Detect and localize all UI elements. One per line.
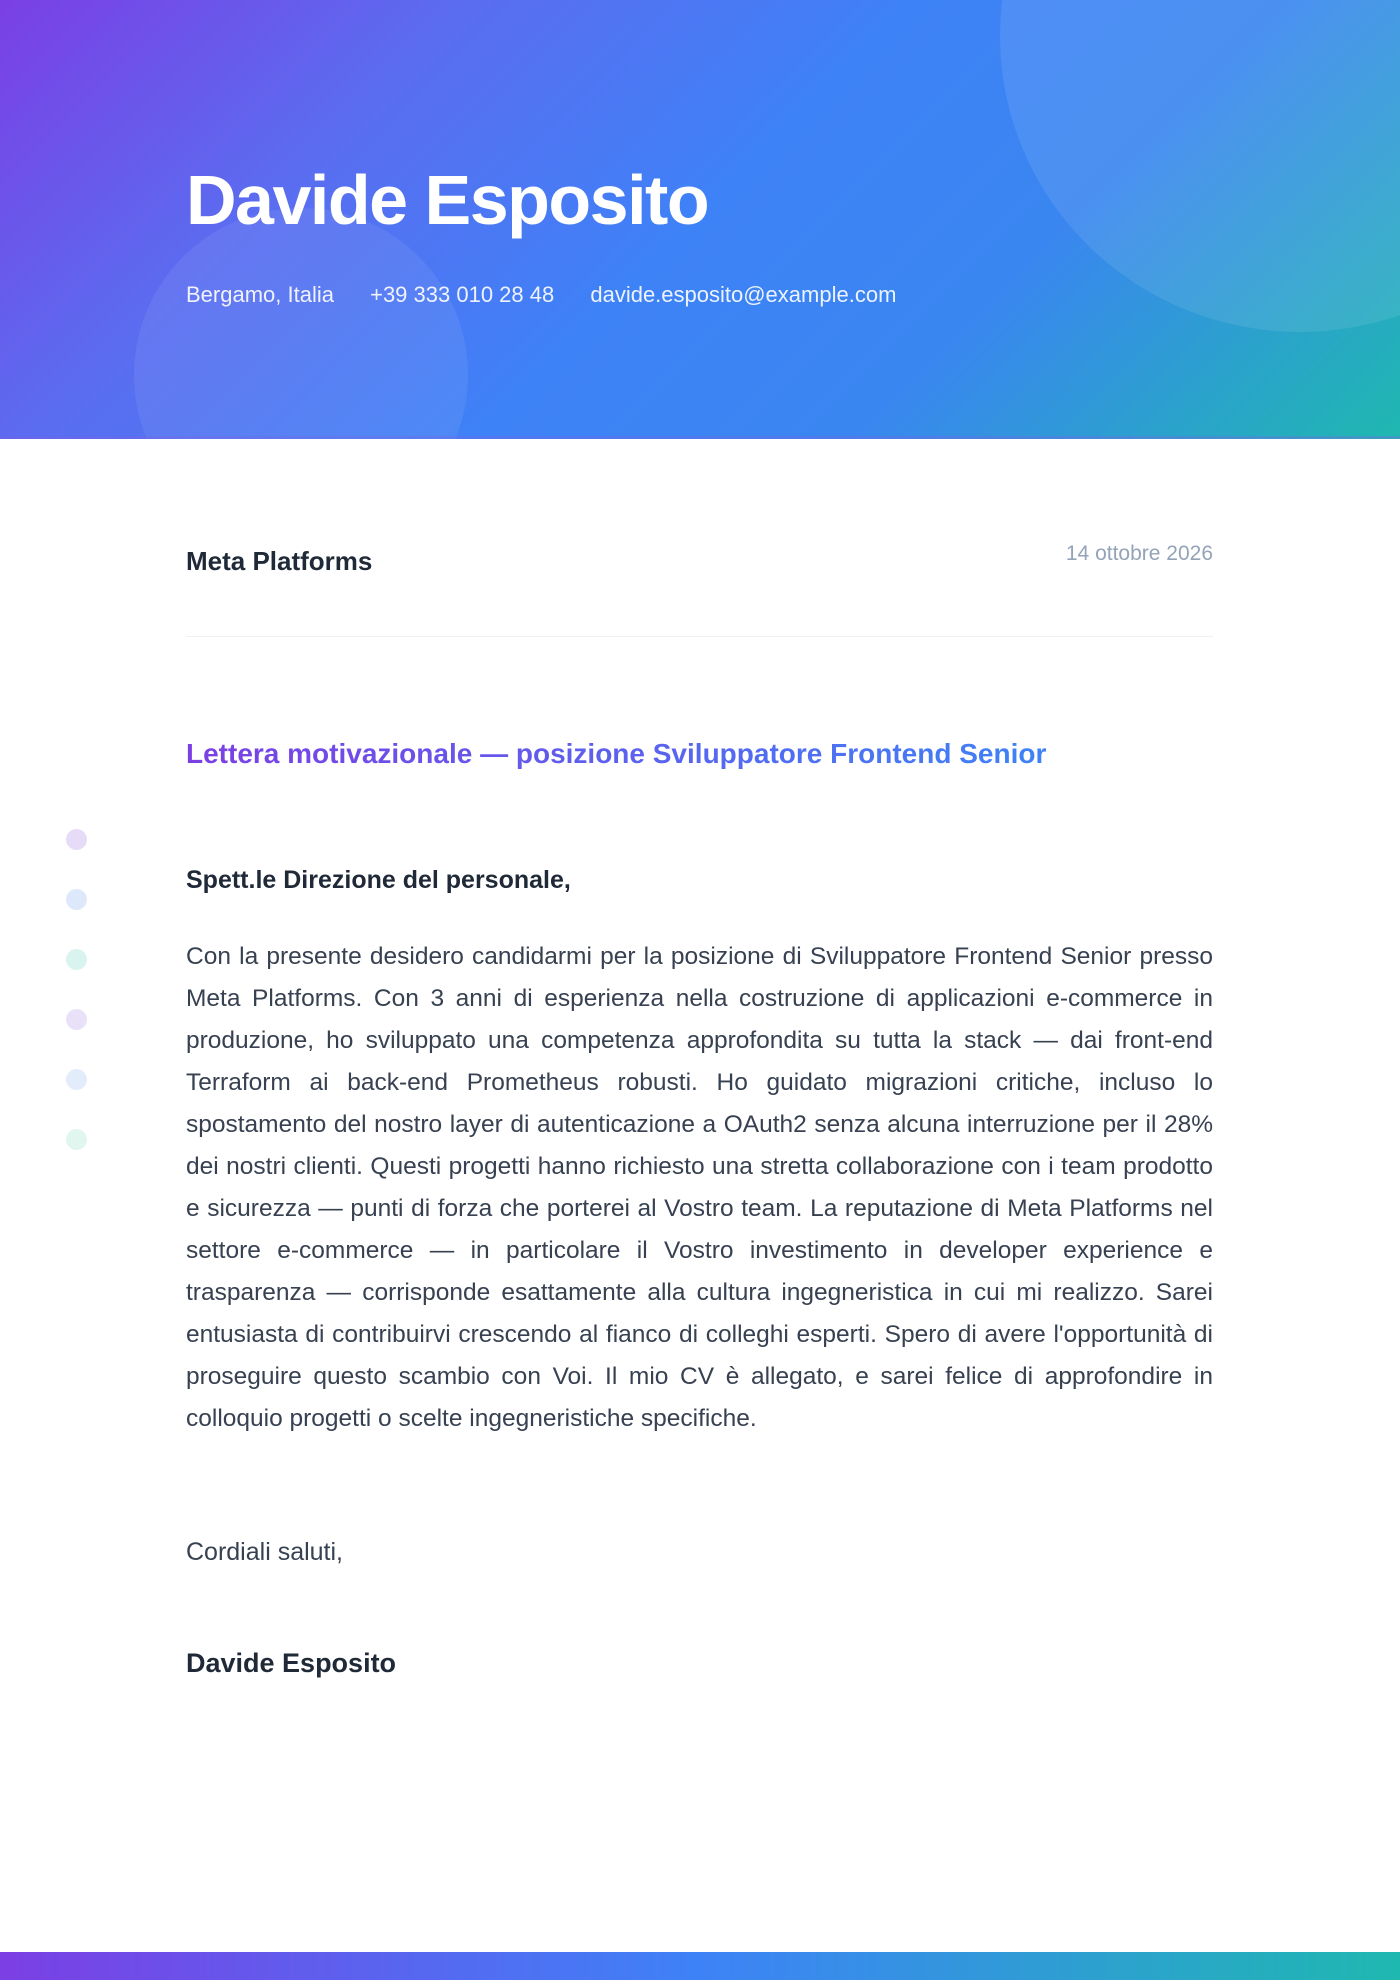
decorative-dot [66,1009,87,1030]
decorative-dot [66,889,87,910]
letter-body: Con la presente desidero candidarmi per la posizione di Sviluppatore Frontend Senior presso Meta Platforms. Con 3 anni di esperienza nella costruzione di applicazioni e-commerce in produzione, ho sviluppato una competenza approfondita su tutta la stack — dai front-end Terraform ai back-end Prometheus robusti. Ho guidato migrazioni critiche, incluso lo spostamento del nostro layer di autenticazione a OAuth2 senza alcuna interruzione per il 28% dei nostri clienti. Questi progetti hanno richiesto una stretta collaborazione con i team prodotto e sicurezza — punti di forza che porterei al Vostro team. La reputazione di Meta Platforms nel settore e-commerce — in particolare il Vostro investimento in developer experience e trasparenza — corrisponde esattamente alla cultura ingegneristica in cui mi realizzo. Sarei entusiasta di contribuirvi crescendo al fianco di colleghi esperti. Spero di avere l'opportunità di proseguire questo scambio con Voi. Il mio CV è allegato, e sarei felice di approfondire in colloquio progetti o scelte ingegneristiche specifiche. [186,943,1213,1432]
decorative-dot [66,829,87,850]
header-banner [0,0,1400,439]
letter-salutation: Spett.le Direzione del personale, [186,866,571,894]
letter-signature: Davide Esposito [186,1648,397,1678]
decorative-circle-large [1000,0,1400,332]
decorative-dot [66,949,87,970]
letter-closing: Cordiali saluti, [186,1538,344,1566]
divider [186,636,1213,637]
contact-email: davide.esposito@example.com [590,282,897,307]
contact-line [186,282,926,308]
decorative-dots [66,829,88,1189]
sender-name: Davide Esposito [186,161,709,239]
decorative-dot [66,1069,87,1090]
recipient-company: Meta Platforms [186,546,373,576]
contact-phone: +39 333 010 28 48 [370,282,555,307]
contact-location: Bergamo, Italia [186,282,334,307]
header-bottom-line [0,436,1400,439]
decorative-circle-small [134,208,468,439]
letter-date: 14 ottobre 2026 [1065,542,1213,565]
letter-subject: Lettera motivazionale — posizione Sviluppatore Frontend Senior [186,738,1047,769]
footer-gradient-bar [0,1952,1400,1980]
decorative-dot [66,1129,87,1150]
